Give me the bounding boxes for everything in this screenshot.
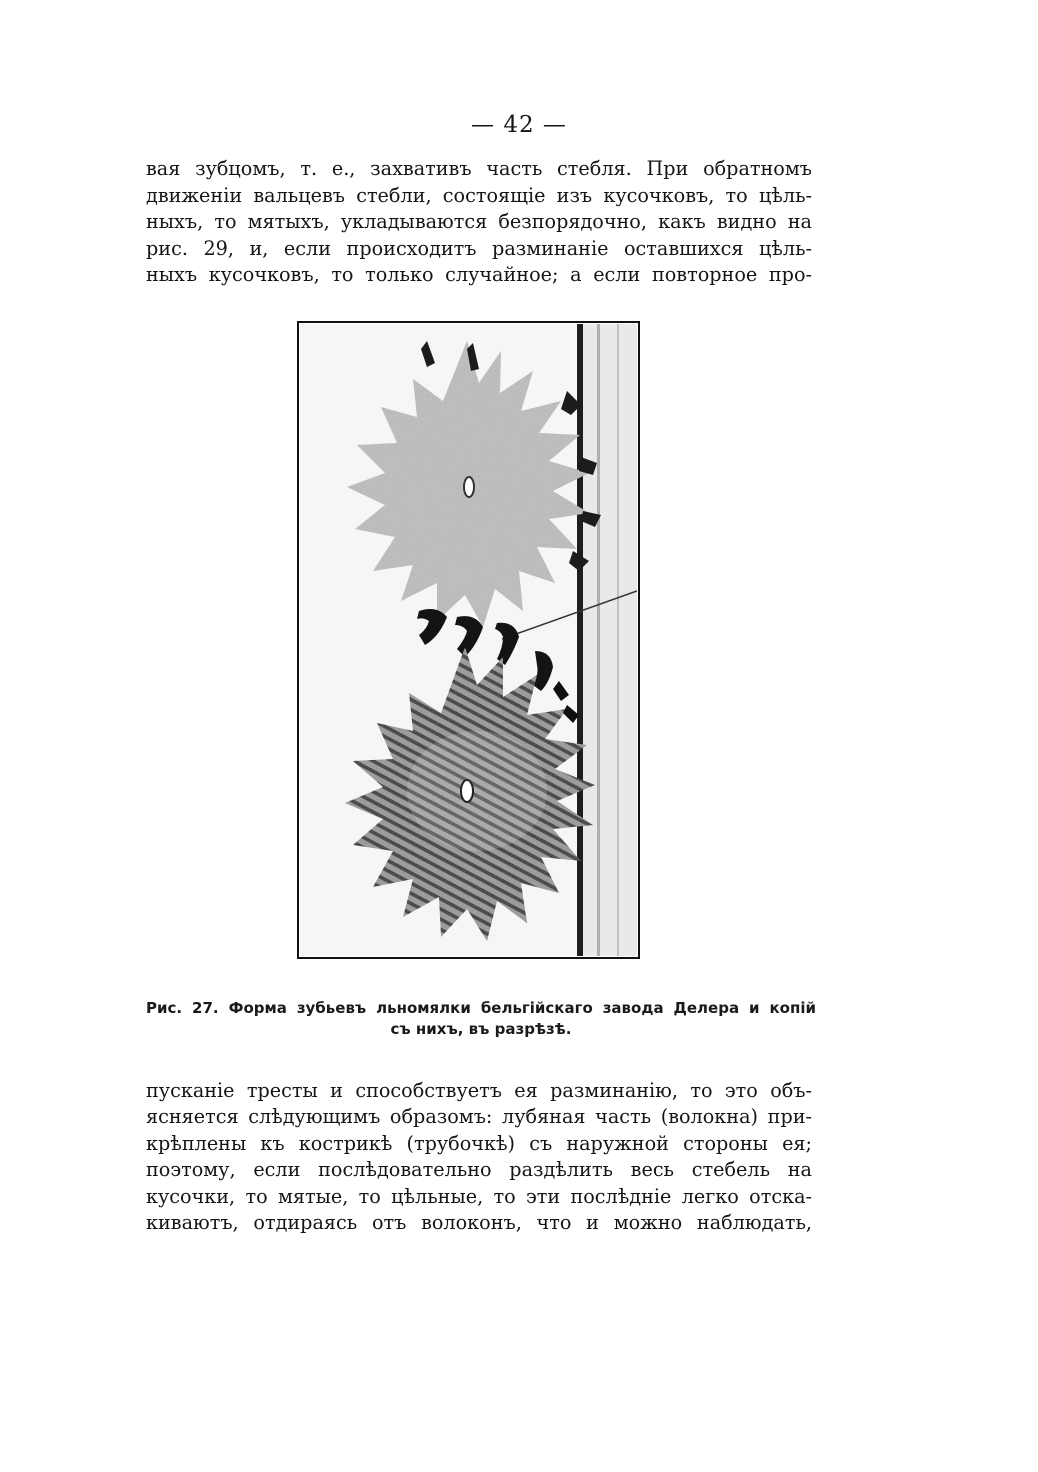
right-rail: [577, 324, 637, 956]
figure-caption: [146, 998, 816, 1040]
text-line: рис. 29, и, если происходитъ разминаніе оставшихся цѣль-: [146, 236, 812, 260]
text-line: пусканіе тресты и способствуетъ ея разминанію, то это объ-: [146, 1079, 812, 1102]
text-line: кусочки, то мятые, то цѣльные, то эти послѣдніе легко отска-: [146, 1184, 812, 1208]
bottom-paragraph: [146, 1078, 812, 1236]
top-paragraph: [146, 156, 812, 289]
text-line: поэтому, если послѣдовательно раздѣлить весь стебель на: [146, 1158, 812, 1182]
text-line: ныхъ кусочковъ, то только случайное; а если повторное про-: [146, 263, 812, 286]
text-line: движеніи вальцевъ стебли, состоящіе изъ кусочковъ, то цѣль-: [146, 183, 812, 207]
text-line: ясняется слѣдующимъ образомъ: лубяная часть (волокна) при-: [146, 1105, 812, 1129]
page-number: — 42 —: [471, 112, 567, 138]
text-line: киваютъ, отдираясь отъ волоконъ, что и можно наблюдать,: [146, 1211, 812, 1235]
text-line: крѣплены къ кострикѣ (трубочкѣ) съ наружной стороны ея;: [146, 1131, 812, 1155]
figure-gear-photo: [297, 321, 640, 959]
text-line: вая зубцомъ, т. е., захвативъ часть стебля. При обратномъ: [146, 157, 812, 180]
caption-line: съ нихъ, въ разрѣзѣ.: [390, 1020, 572, 1038]
gear-illustration: [297, 321, 640, 959]
caption-line: Рис. 27. Форма зубьевъ льномялки бельгійскаго завода Делера и копій: [146, 999, 816, 1017]
text-line: ныхъ, то мятыхъ, укладываются безпорядочно, какъ видно на: [146, 210, 812, 233]
